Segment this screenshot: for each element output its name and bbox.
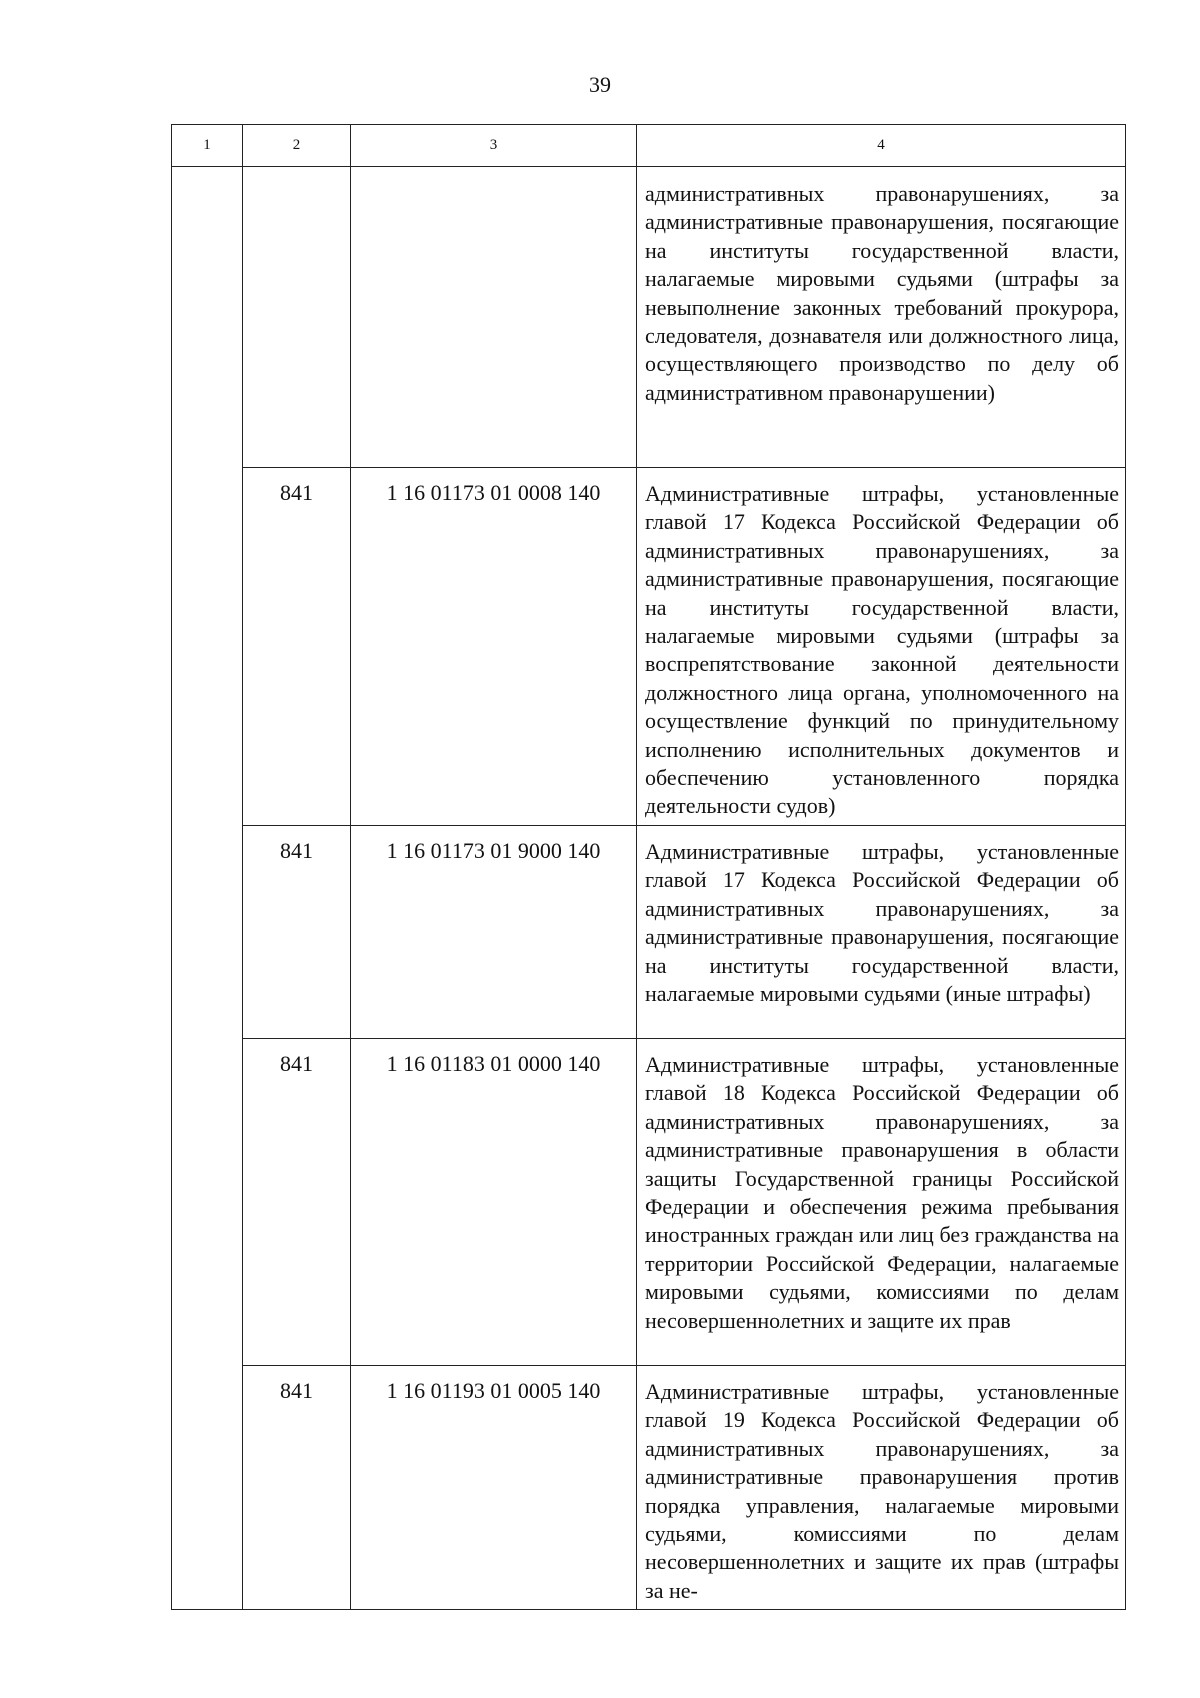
table-header-row — [172, 125, 1126, 167]
admin-code-cell: 841 — [243, 468, 351, 826]
description-cell: Административные штрафы, установленные главой 19 Кодекса Российской Федерации об административных правонарушениях, за административные правонарушения против порядка управления, налагаемые мировыми судьями, комиссиями по делам несовершеннолетних и защите их прав (штрафы за не- — [637, 1365, 1126, 1609]
description-cell: Административные штрафы, установленные главой 17 Кодекса Российской Федерации об административных правонарушениях, за административные правонарушения, посягающие на институты государственной власти, налагаемые мировыми судьями (штрафы за воспрепятствование законной деятельности должностного лица органа, уполномоченного на осуществление функций по принудительному исполнению исполнительных документов и обеспечению установленного порядка деятельности судов) — [637, 468, 1126, 826]
description-cell: административных правонарушениях, за административные правонарушения, посягающие на институты государственной власти, налагаемые мировыми судьями (штрафы за невыполнение законных требований прокурора, следователя, дознавателя или должностного лица, осуществляющего производство по делу об административном правонарушении) — [637, 167, 1126, 468]
table-row — [172, 468, 1126, 826]
column-header-2: 2 — [243, 125, 351, 167]
admin-code-cell: 841 — [243, 825, 351, 1038]
budget-code-cell: 1 16 01173 01 0008 140 — [351, 468, 637, 826]
column-header-4: 4 — [637, 125, 1126, 167]
table-row — [172, 1365, 1126, 1609]
column-header-3: 3 — [351, 125, 637, 167]
table-row — [172, 1038, 1126, 1365]
budget-code-cell: 1 16 01183 01 0000 140 — [351, 1038, 637, 1365]
description-cell: Административные штрафы, установленные главой 17 Кодекса Российской Федерации об административных правонарушениях, за административные правонарушения, посягающие на институты государственной власти, налагаемые мировыми судьями (иные штрафы) — [637, 825, 1126, 1038]
table-row — [172, 167, 1126, 468]
column-1-cell — [172, 167, 243, 1610]
admin-code-cell — [243, 167, 351, 468]
admin-code-cell: 841 — [243, 1038, 351, 1365]
budget-code-cell: 1 16 01193 01 0005 140 — [351, 1365, 637, 1609]
budget-codes-table — [171, 124, 1126, 1610]
description-cell: Административные штрафы, установленные главой 18 Кодекса Российской Федерации об административных правонарушениях, за административные правонарушения в области защиты Государственной границы Российской Федерации и обеспечения режима пребывания иностранных граждан или лиц без гражданства на территории Российской Федерации, налагаемые мировыми судьями, комиссиями по делам несовершеннолетних и защите их прав — [637, 1038, 1126, 1365]
column-header-1: 1 — [172, 125, 243, 167]
budget-code-cell: 1 16 01173 01 9000 140 — [351, 825, 637, 1038]
page-number: 39 — [589, 72, 611, 97]
table-row — [172, 825, 1126, 1038]
admin-code-cell: 841 — [243, 1365, 351, 1609]
budget-code-cell — [351, 167, 637, 468]
